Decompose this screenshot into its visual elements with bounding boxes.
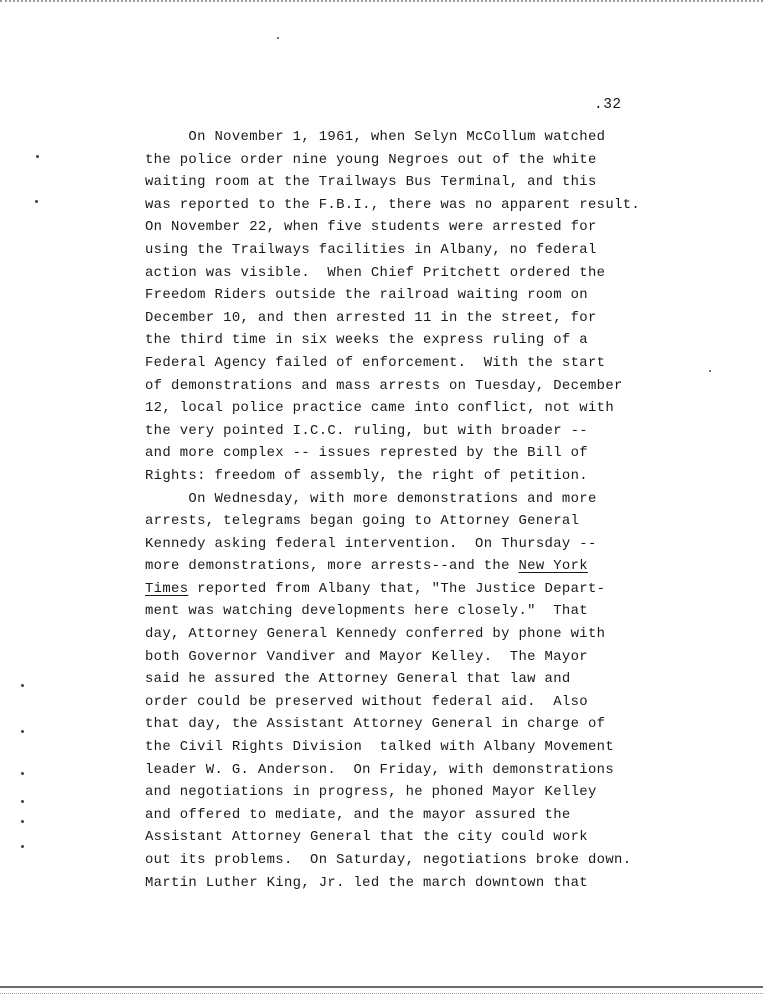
scan-speck — [21, 772, 24, 775]
text-line: and offered to mediate, and the mayor assured the — [145, 806, 571, 823]
scan-speck — [277, 37, 279, 39]
text-line: said he assured the Attorney General that law and — [145, 671, 571, 688]
typewritten-body — [145, 126, 665, 894]
text-line: On November 1, 1961, when Selyn McCollum watched — [145, 129, 606, 145]
text-line: leader W. G. Anderson. On Friday, with demonstrations — [145, 761, 615, 778]
text-line: the very pointed I.C.C. ruling, but with broader -- — [145, 422, 588, 439]
text-line — [145, 578, 665, 601]
text-line: the Civil Rights Division talked with Albany Movement — [145, 739, 615, 756]
text-line-start: more demonstrations, more arrests--and the — [145, 558, 519, 575]
text-line: day, Attorney General Kennedy conferred by phone with — [145, 626, 606, 643]
text-line: the police order nine young Negroes out of the white — [145, 151, 597, 168]
text-line: December 10, and then arrested 11 in the street, for — [145, 309, 597, 326]
text-line: Martin Luther King, Jr. led the march downtown that — [145, 874, 588, 891]
text-line: was reported to the F.B.I., there was no apparent result. — [145, 196, 641, 213]
scan-speck — [35, 200, 38, 203]
scan-speck — [709, 370, 711, 372]
text-line: and negotiations in progress, he phoned Mayor Kelley — [145, 784, 597, 801]
text-line: Assistant Attorney General that the city could work — [145, 829, 588, 846]
text-line: of demonstrations and mass arrests on Tuesday, December — [145, 377, 623, 394]
text-line: Rights: freedom of assembly, the right of petition. — [145, 467, 588, 484]
text-line: that day, the Assistant Attorney General in charge of — [145, 716, 606, 733]
underlined-newspaper-title: New York — [518, 558, 588, 575]
text-line: On Wednesday, with more demonstrations and more — [145, 490, 597, 507]
text-line: On November 22, when five students were arrested for — [145, 219, 597, 236]
text-line: Freedom Riders outside the railroad waiting room on — [145, 287, 588, 304]
text-line: out its problems. On Saturday, negotiations broke down. — [145, 852, 632, 868]
text-line: both Governor Vandiver and Mayor Kelley. The Mayor — [145, 648, 588, 665]
text-line: ment was watching developments here closely." That — [145, 603, 588, 620]
scan-speck — [21, 730, 24, 733]
page-number: .32 — [594, 97, 622, 113]
text-line: arrests, telegrams began going to Attorney General — [145, 513, 580, 530]
scan-speck — [36, 155, 39, 158]
text-line: order could be preserved without federal aid. Also — [145, 693, 588, 710]
scan-speck — [21, 684, 24, 687]
scan-speck — [21, 845, 24, 848]
text-line: waiting room at the Trailways Bus Terminal, and this — [145, 174, 597, 191]
text-line: 12, local police practice came into conflict, not with — [145, 400, 615, 417]
text-line: the third time in six weeks the express ruling of a — [145, 332, 588, 349]
text-line: Federal Agency failed of enforcement. With the start — [145, 354, 606, 371]
text-line: using the Trailways facilities in Albany, no federal — [145, 241, 597, 258]
text-line: Kennedy asking federal intervention. On Thursday -- — [145, 535, 597, 552]
underlined-newspaper-title-cont: Times — [145, 580, 189, 597]
text-line: action was visible. When Chief Pritchett ordered the — [145, 264, 606, 281]
text-line-rest: reported from Albany that, "The Justice Depart- — [188, 580, 606, 597]
text-line — [145, 555, 665, 578]
scan-speck — [21, 820, 24, 823]
scan-speck — [21, 800, 24, 803]
text-line: and more complex -- issues represted by the Bill of — [145, 445, 588, 462]
page-top-edge — [0, 0, 763, 6]
